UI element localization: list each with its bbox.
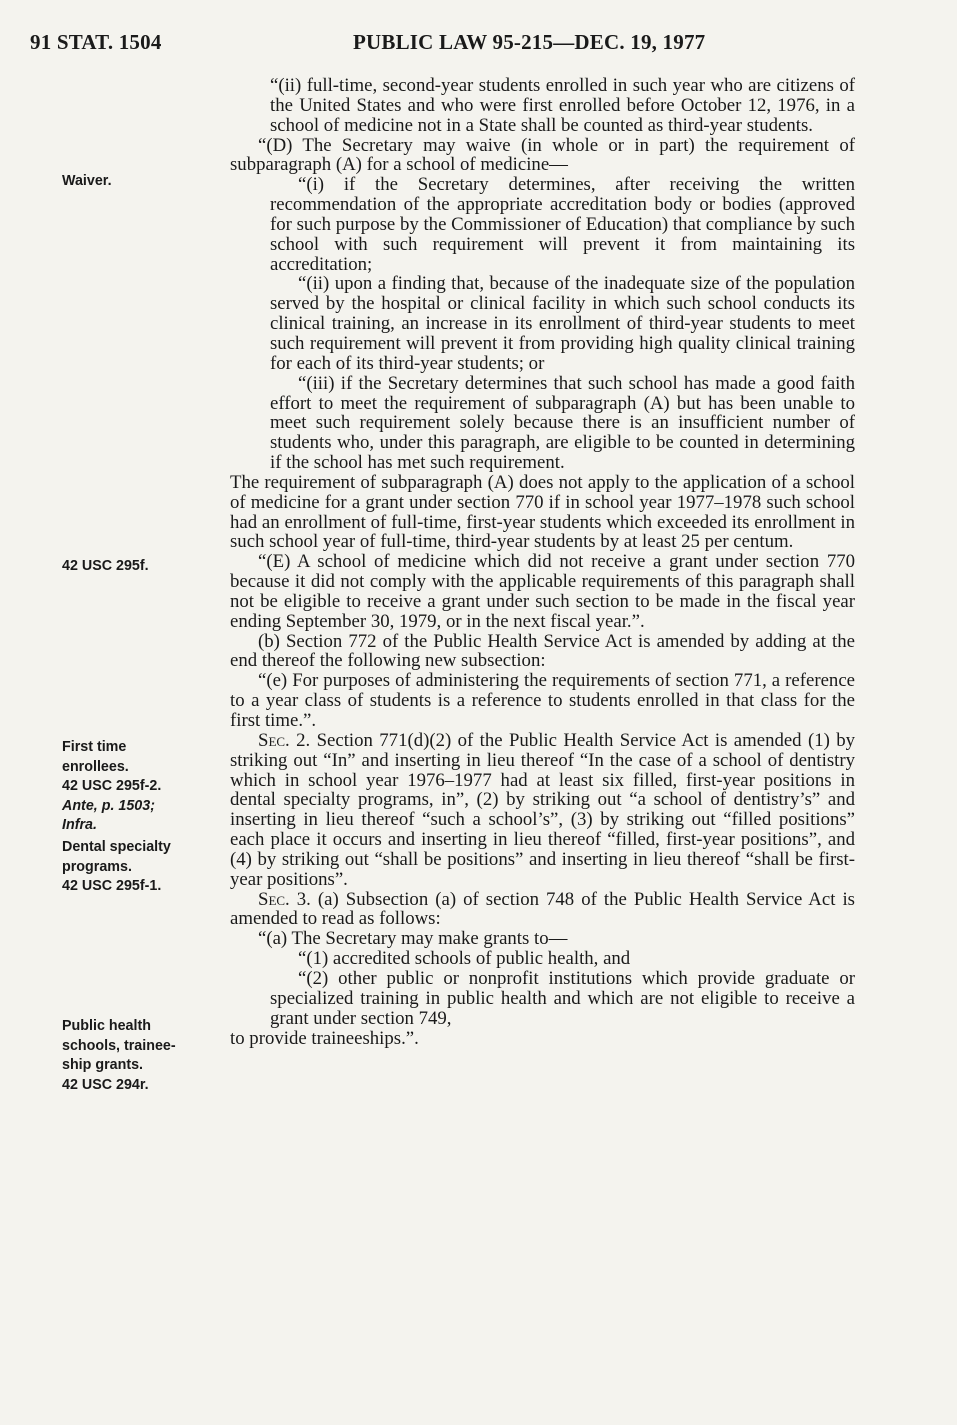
margin-note-usc-295f: [62, 557, 212, 577]
section-2: [230, 731, 855, 890]
item-1: “(1) accredited schools of public health, and: [298, 948, 631, 970]
clause-i: “(i) if the Secretary determines, after receiving the written recommendation of the appropriate accreditation body or bodies (approved for such purpose by the Commissioner of Education) that compliance by such school with such requirement will prevent it from maintaining its accreditation;: [270, 174, 855, 275]
requirement-paragraph: The requirement of subparagraph (A) does not apply to the application of a school of medicine for a grant under section 770 if in school year 1977–1978 such school had an enrollment of full-time, first-year students which exceeded its enrollment in such school year of full-time, third-year students by at least 25 per centum.: [230, 471, 855, 553]
margin-note-line: 42 USC 295f.: [62, 558, 149, 574]
clause-ii: “(ii) upon a finding that, because of the inadequate size of the population served by the hospital or clinical facility in which such school conducts its clinical training, an increase in its enrollment of third-year students to meet such requirement will prevent it from providing high quality clinical training for each of its third-year students; or: [270, 273, 855, 374]
page-header-law: PUBLIC LAW 95-215—DEC. 19, 1977: [353, 30, 706, 54]
subsection-b: (b) Section 772 of the Public Health Service Act is amended by adding at the end thereof the following new subsection:: [230, 630, 855, 672]
clause-iii: “(iii) if the Secretary determines that such school has made a good faith effort to meet the requirement of subparagraph (A) but has been unable to meet such requirement solely because there is an insufficient number of students who, under this paragraph, are eligible to be counted in determining if the school has met such requirement.: [270, 372, 855, 474]
margin-note-line: Public health: [62, 1018, 151, 1034]
margin-note-line: Dental specialty: [62, 839, 171, 855]
margin-note-line: 42 USC 295f-2.: [62, 778, 162, 794]
subparagraph-d: “(D) The Secretary may waive (in whole or in part) the requirement of subparagraph (A) for a school of medicine—: [230, 134, 855, 176]
margin-note-line: Ante, p. 1503;: [62, 797, 155, 814]
margin-note-line: enrollees.: [62, 758, 129, 775]
section-2-label: Sec. 2.: [258, 729, 311, 751]
margin-note-line: First time: [62, 739, 127, 755]
margin-note-line: 42 USC 294r.: [62, 1076, 149, 1093]
margin-note-first-time: [62, 738, 212, 836]
margin-note-line: 42 USC 295f-1.: [62, 878, 162, 894]
clause-ii-fulltime: “(ii) full-time, second-year students enrolled in such year who are citizens of the United States and who were first enrolled before October 12, 1976, in a school of medicine not in a State shall be counted as third-year students.: [270, 75, 855, 136]
margin-note-waiver: [62, 172, 212, 192]
page-header-stat: 91 STAT. 1504: [30, 30, 162, 54]
closing-line: to provide traineeships.”.: [230, 1027, 419, 1049]
margin-note-line: ship grants.: [62, 1057, 144, 1073]
margin-note-dental: [62, 838, 212, 897]
margin-note-line: Infra.: [62, 817, 97, 833]
section-3-text: (a) Subsection (a) of section 748 of the Public Health Service Act is amended to read as follows:: [230, 888, 855, 930]
subparagraph-e: “(E) A school of medicine which did not receive a grant under section 770 because it did not comply with the applicable requirements of this paragraph shall not be eligible to receive a grant under such section to be made in the fiscal year ending September 30, 1979, or in the next fiscal year.”.: [230, 551, 855, 632]
subsection-e: “(e) For purposes of administering the requirements of section 771, a reference to a year class of students is a reference to students enrolled in that class for the first time.”.: [230, 670, 855, 731]
item-2: “(2) other public or nonprofit institutions which provide graduate or specialized training in public health and which are not eligible to receive a grant under section 749,: [270, 967, 855, 1029]
section-2-text: Section 771(d)(2) of the Public Health Service Act is amended (1) by striking out “In” and inserting in lieu thereof “In the case of a school of dentistry which in school year 1976–1977 had at least six filled, first-year positions in dental specialty programs, in”, (2) by striking out “a school of dentistry’s” and inserting in lieu thereof “such a school’s”, (3) by striking out “filled positions” each place it occurs and inserting in lieu thereof “filled, first-year positions”, and (4) by striking out “shall be positions” and inserting in lieu thereof “shall be first-year positions”.: [230, 729, 855, 890]
subsection-a-grants: “(a) The Secretary may make grants to—: [258, 928, 568, 950]
margin-note-public-health: [62, 1017, 212, 1095]
law-text-body: [230, 76, 855, 1048]
margin-note-line: schools, trainee-: [62, 1037, 176, 1054]
margin-note-line: Waiver.: [62, 173, 112, 189]
section-3: [230, 890, 855, 930]
section-3-label: Sec. 3.: [258, 888, 311, 910]
margin-note-line: programs.: [62, 858, 132, 875]
